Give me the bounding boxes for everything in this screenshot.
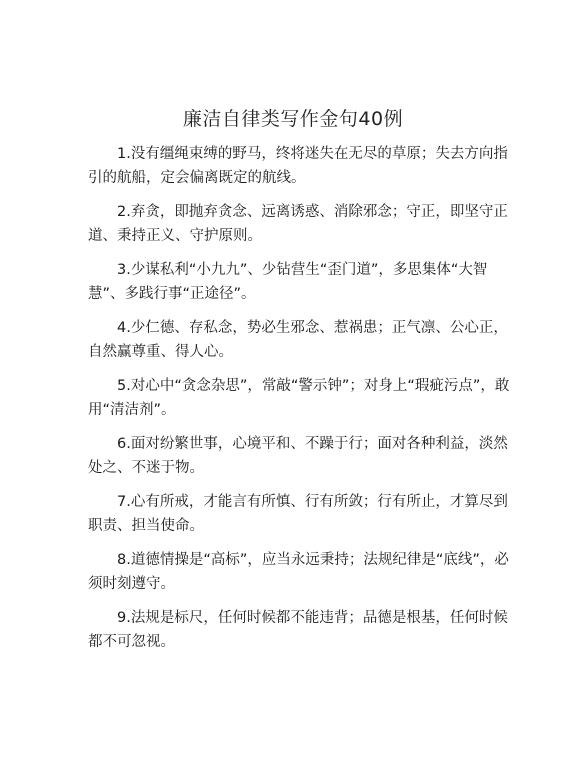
quote-paragraph-7: 7.心有所戒，才能言有所慎、行有所敛；行有所止，才算尽到职责、担当使命。 <box>88 494 508 534</box>
quote-paragraph-4: 4.少仁德、存私念，势必生邪念、惹祸患；正气凛、公心正，自然赢尊重、得人心。 <box>88 320 508 360</box>
quote-paragraph-3: 3.少谋私利“小九九”、少钻营生“歪门道”，多思集体“大智慧”、多践行事“正途径”。 <box>88 262 488 302</box>
quote-paragraph-6: 6.面对纷繁世事，心境平和、不躁于行；面对各种利益，淡然处之、不迷于物。 <box>88 436 508 476</box>
quote-paragraph-5: 5.对心中“贪念杂思”，常敲“警示钟”；对身上“瑕疵污点”，敢用“清洁剂”。 <box>88 378 510 418</box>
quote-paragraph-1: 1.没有缰绳束缚的野马，终将迷失在无尽的草原；失去方向指引的航船，定会偏离既定的航线。 <box>88 146 508 186</box>
quote-paragraph-2: 2.弃贪，即抛弃贪念、远离诱惑、消除邪念；守正，即坚守正道、秉持正义、守护原则。 <box>88 204 508 244</box>
document-title: 廉洁自律类写作金句40例 <box>182 108 404 130</box>
quote-paragraph-9: 9.法规是标尺，任何时候都不能违背；品德是根基，任何时候都不可忽视。 <box>88 610 508 650</box>
quote-paragraph-8: 8.道德情操是“高标”，应当永远秉持；法规纪律是“底线”，必须时刻遵守。 <box>88 552 509 592</box>
